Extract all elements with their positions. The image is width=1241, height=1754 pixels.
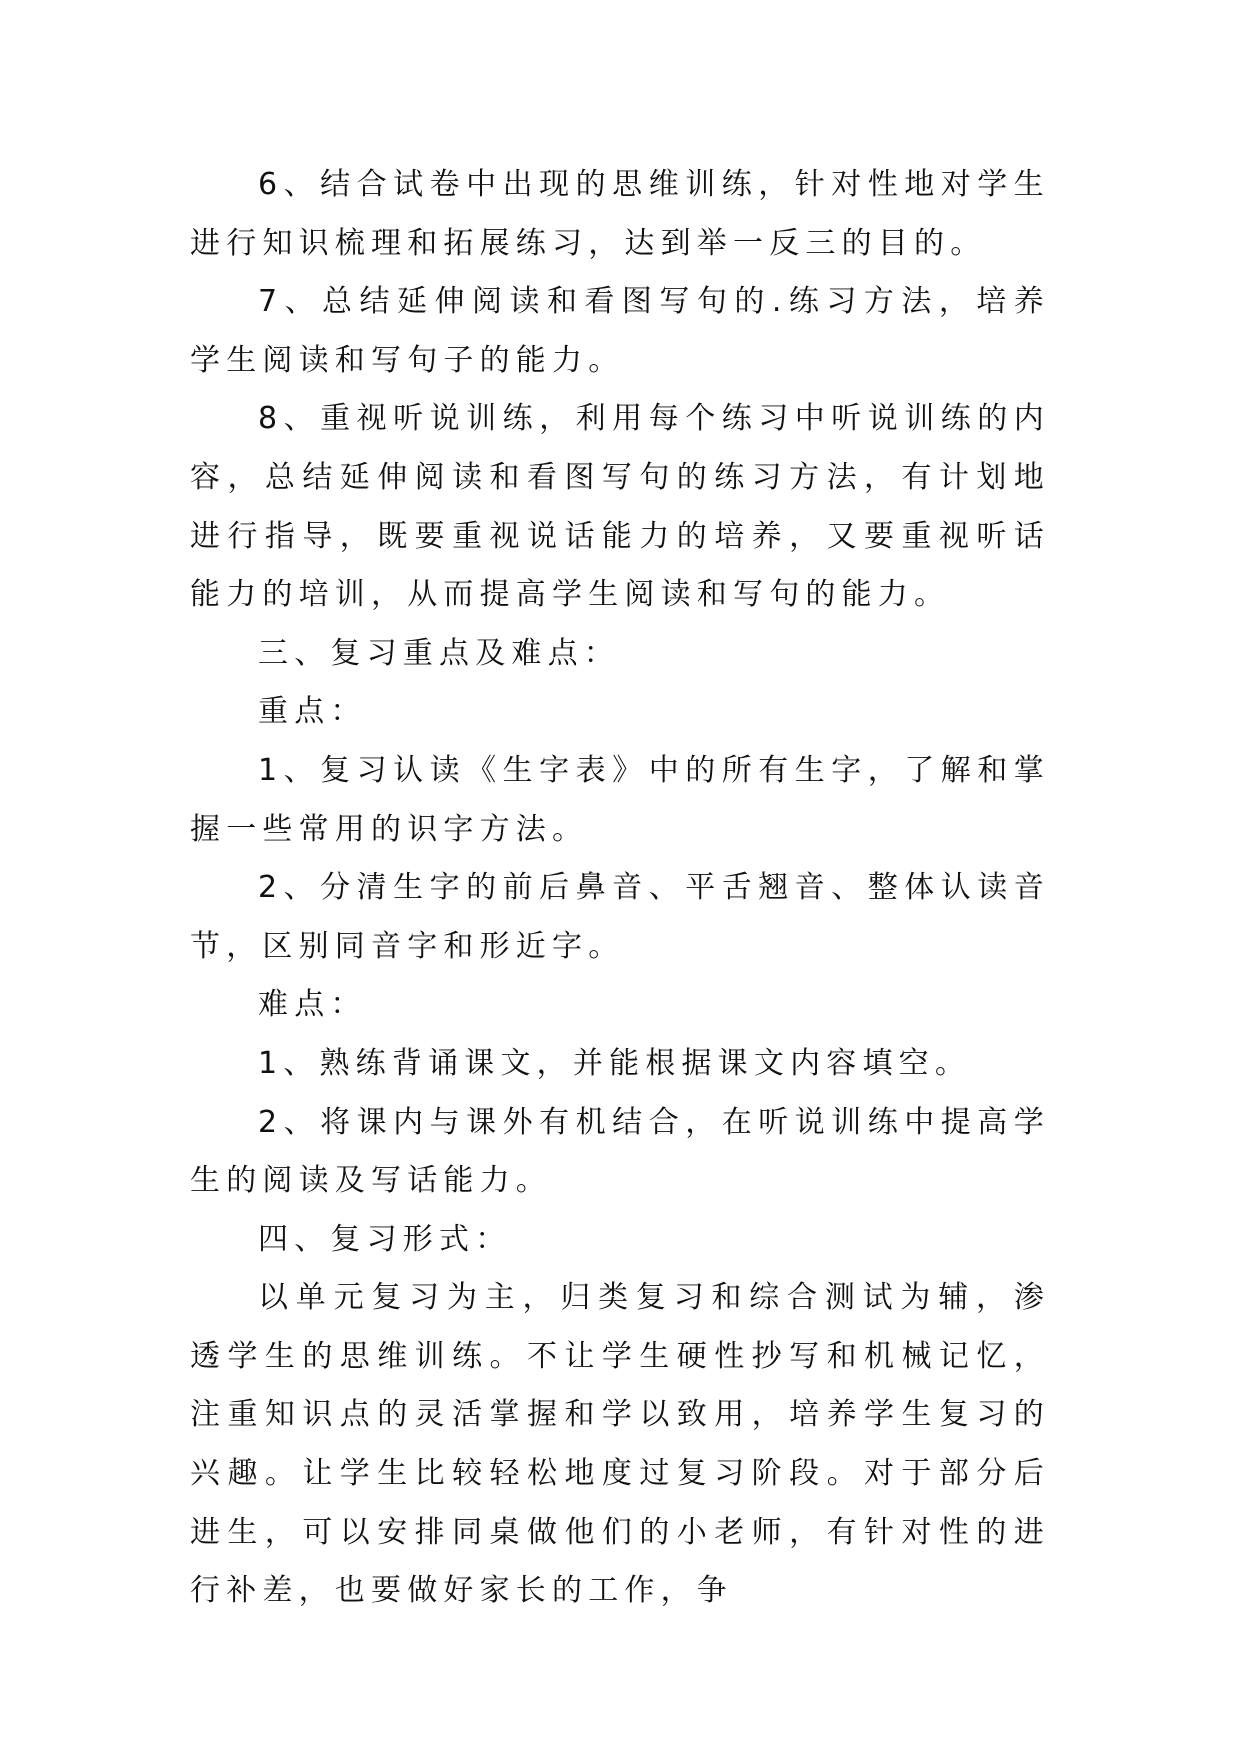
key-point-1: 1、复习认读《生字表》中的所有生字，了解和掌握一些常用的识字方法。 [190, 752, 1050, 847]
paragraph-7-reading-writing-methods: 7、总结延伸阅读和看图写句的.练习方法，培养学生阅读和写句子的能力。 [190, 284, 1050, 378]
paragraph-6-thinking-training: 6、结合试卷中出现的思维训练，针对性地对学生进行知识梳理和拓展练习，达到举一反三的目的。 [190, 167, 1050, 261]
review-format-paragraph: 以单元复习为主，归类复习和综合测试为辅，渗透学生的思维训练。不让学生硬性抄写和机械记忆，注重知识点的灵活掌握和学以致用，培养学生复习的兴趣。让学生比较轻松地度过复习阶段。对于部分后进生，可以安排同桌做他们的小老师，有针对性的进行补差，也要做好家长的工作，争 [190, 1280, 1050, 1609]
key-point-2: 2、分清生字的前后鼻音、平舌翘音、整体认读音节，区别同音字和形近字。 [190, 870, 1050, 964]
subheading-difficult-points: 难点： [258, 987, 367, 1023]
section-heading-review-format: 四、复习形式： [258, 1221, 512, 1257]
section-heading-key-points: 三、复习重点及难点： [258, 635, 620, 671]
difficult-point-1: 1、熟练背诵课文，并能根据课文内容填空。 [258, 1045, 972, 1081]
paragraph-8-listening-speaking: 8、重视听说训练，利用每个练习中听说训练的内容，总结延伸阅读和看图写句的练习方法，有计划地进行指导，既要重视说话能力的培养，又要重视听话能力的培训，从而提高学生阅读和写句的能力。 [190, 401, 1050, 613]
subheading-key-points: 重点： [258, 694, 367, 730]
difficult-point-2: 2、将课内与课外有机结合，在听说训练中提高学生的阅读及写话能力。 [190, 1104, 1050, 1199]
document-body [190, 156, 1050, 1621]
